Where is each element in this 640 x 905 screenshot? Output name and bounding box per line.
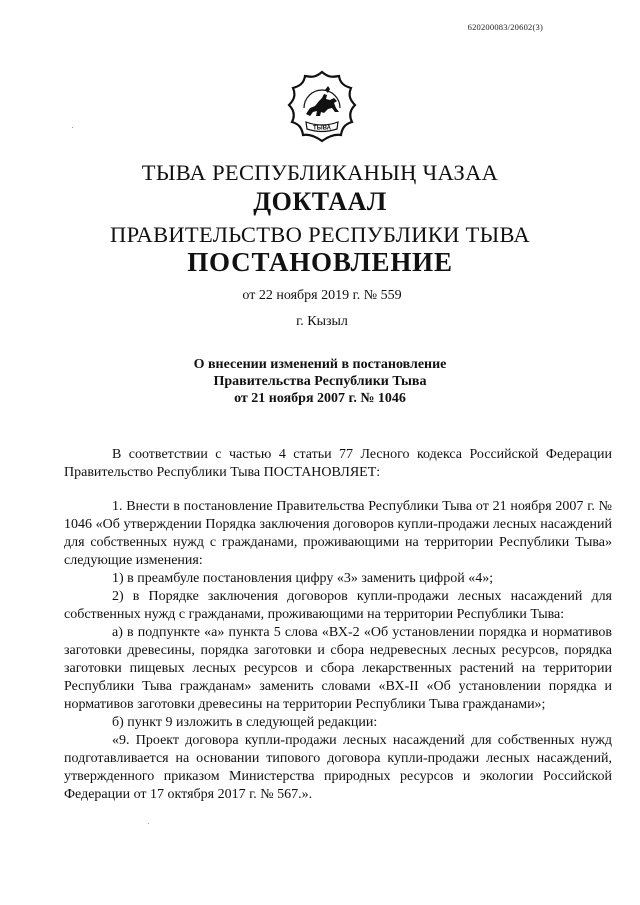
document-subject — [0, 356, 640, 407]
title-government: ПРАВИТЕЛЬСТВО РЕСПУБЛИКИ ТЫВА — [110, 222, 530, 247]
document-city: г. Кызыл — [296, 314, 348, 329]
paragraph-preamble: В соответствии с частью 4 статьи 77 Лесного кодекса Российской Федерации Правительство Республики Тыва ПОСТАНОВЛЯЕТ: — [64, 447, 612, 480]
subject-line-2: Правительства Республики Тыва — [213, 374, 427, 389]
document-code: 620200083/20602(3) — [467, 22, 543, 32]
scan-speck — [72, 127, 73, 128]
paragraph-item-9: «9. Проект договора купли-продажи лесных насаждений для собственных нужд подготавливается на основании типового договора купли-продажи лесных насаждений, утвержденного приказом Министерства природных ресурсов и экологии Российской Федерации от 17 октября 2017 г. № 567.». — [64, 733, 612, 802]
subject-line-3: от 21 ноября 2007 г. № 1046 — [234, 391, 406, 406]
paragraph-item-b: б) пункт 9 изложить в следующей редакции: — [112, 715, 378, 730]
emblem-banner-text: ТЫВА — [313, 125, 331, 132]
document-body — [64, 446, 612, 804]
doc-type-tuva: ДОКТААЛ — [253, 187, 387, 216]
subject-line-1: О внесении изменений в постановление — [193, 357, 447, 372]
document-date: от 22 ноября 2019 г. № 559 — [242, 288, 402, 303]
title-tuva: ТЫВА РЕСПУБЛИКАНЫҢ ЧАЗАА — [141, 160, 499, 185]
paragraph-item-1-1: 1) в преамбуле постановления цифру «3» заменить цифрой «4»; — [112, 571, 494, 586]
paragraph-item-1-2: 2) в Порядке заключения договоров купли-продажи лесных насаждений для собственных нужд с гражданами, проживающими на территории Республики Тыва: — [64, 589, 612, 622]
scan-speck — [148, 823, 149, 824]
paragraph-item-1: 1. Внести в постановление Правительства Республики Тыва от 21 ноября 2007 г. № 1046 «Об утверждении Порядка заключения договоров купли-продажи лесных насаждений для собственных нужд с гражданами, проживающими на территории Республики Тыва» следующие изменения: — [64, 499, 612, 568]
coat-of-arms-emblem — [284, 68, 360, 144]
paragraph-item-a: а) в подпункте «а» пункта 5 слова «ВХ-2 «Об установлении порядка и нормативов заготовки древесины, порядка заготовки и сбора недревесных лесных ресурсов, порядка заготовки пищевых лесных ресурсов и сбора лекарственных растений на территории Республики Тыва гражданам» заменить словами «ВХ-II «Об установлении порядка и нормативов заготовки древесины на территории Республики Тыва гражданами»; — [64, 625, 612, 712]
doc-type-resolution: ПОСТАНОВЛЕНИЕ — [187, 247, 453, 277]
